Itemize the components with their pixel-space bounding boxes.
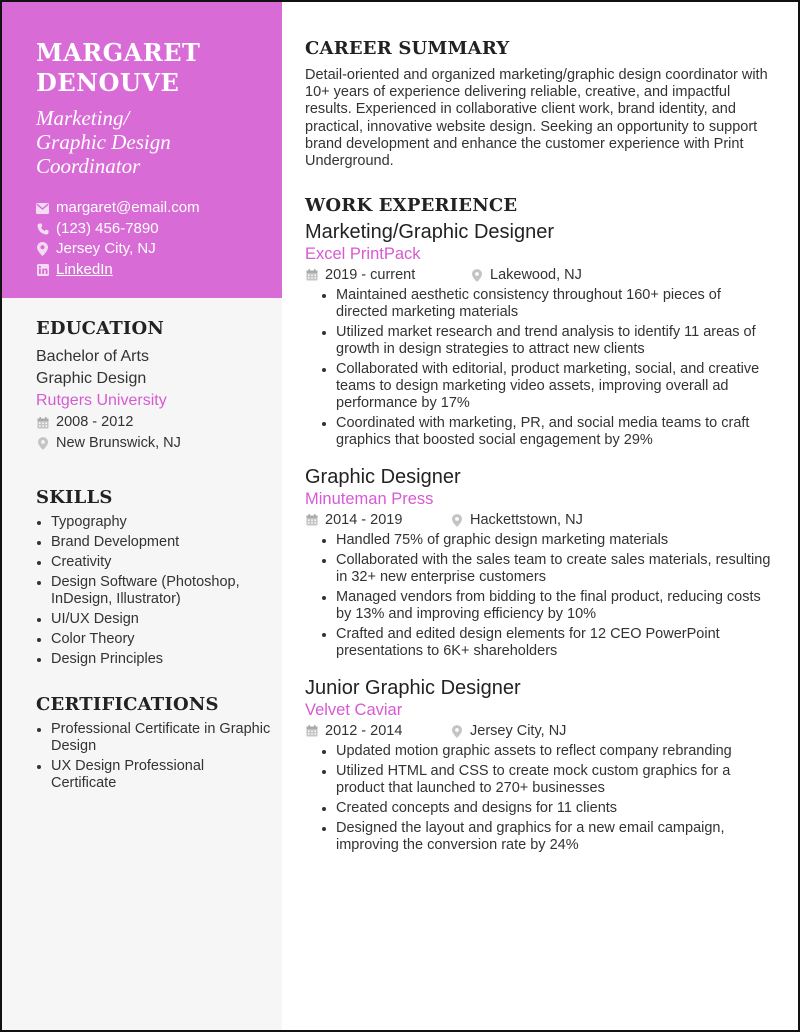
education-section — [36, 318, 272, 454]
education-location-row — [36, 433, 272, 454]
candidate-role — [36, 106, 248, 178]
map-pin-icon — [450, 725, 463, 738]
job-dates: 2019 - current — [325, 267, 416, 284]
name-line-1: MARGARET — [36, 38, 201, 67]
job-meta — [305, 721, 775, 741]
certification-item: Professional Certificate in Graphic Design — [36, 721, 272, 755]
skill-item: Typography — [36, 514, 272, 531]
job-bullet: Updated motion graphic assets to reflect company rebranding — [321, 743, 775, 760]
map-pin-icon — [36, 437, 49, 450]
skill-item: Creativity — [36, 554, 272, 571]
education-dates-row — [36, 412, 272, 433]
education-location: New Brunswick, NJ — [56, 435, 181, 451]
job-entry — [305, 220, 775, 449]
calendar-icon — [36, 416, 49, 429]
linkedin-icon — [36, 263, 49, 276]
job-bullet: Created concepts and designs for 11 clients — [321, 800, 775, 817]
job-location-row — [470, 265, 582, 285]
certifications-section — [36, 694, 272, 792]
skills-section — [36, 487, 272, 668]
job-dates-row — [305, 510, 450, 530]
map-pin-icon — [36, 243, 49, 256]
skill-item: Color Theory — [36, 631, 272, 648]
role-line-2: Graphic Design — [36, 130, 171, 154]
job-company: Velvet Caviar — [305, 701, 403, 720]
contact-list — [36, 198, 248, 280]
header-block — [2, 2, 282, 298]
job-bullet: Collaborated with the sales team to create sales materials, resulting in 32+ new enterprise customers — [321, 552, 775, 586]
job-entry — [305, 465, 775, 660]
job-title: Junior Graphic Designer — [305, 677, 521, 700]
education-field: Graphic Design — [36, 370, 147, 387]
skill-item: UI/UX Design — [36, 611, 272, 628]
summary-text: Detail-oriented and organized marketing/graphic design coordinator with 10+ years of experience delivering reliable, creative, and impactful results. Experienced in collaborative client work, brand identity, and practical, innovative website design. Seeking an opportunity to support brand development and enhance the customer experience with Print Underground. — [305, 67, 768, 170]
job-bullet: Utilized market research and trend analysis to identify 11 areas of growth in design strategies to attract new clients — [321, 324, 775, 358]
email-text[interactable]: margaret@email.com — [56, 199, 200, 216]
job-company: Excel PrintPack — [305, 245, 421, 264]
job-title: Graphic Designer — [305, 466, 461, 489]
map-pin-icon — [450, 514, 463, 527]
summary-title: CAREER SUMMARY — [305, 38, 510, 59]
skill-item: Design Principles — [36, 651, 272, 668]
main-column — [305, 38, 775, 857]
contact-linkedin[interactable] — [36, 260, 248, 281]
job-bullet: Maintained aesthetic consistency throughout 160+ pieces of directed marketing materials — [321, 287, 775, 321]
linkedin-link[interactable]: LinkedIn — [56, 260, 113, 278]
candidate-name — [36, 38, 248, 98]
skills-title: SKILLS — [36, 487, 113, 508]
job-title: Marketing/Graphic Designer — [305, 221, 554, 244]
role-line-1: Marketing/ — [36, 106, 130, 130]
education-school: Rutgers University — [36, 392, 167, 409]
job-bullets — [321, 532, 775, 660]
job-location: Lakewood, NJ — [490, 267, 582, 284]
education-degree: Bachelor of Arts — [36, 348, 149, 365]
job-dates: 2012 - 2014 — [325, 723, 403, 740]
role-line-3: Coordinator — [36, 154, 141, 178]
experience-title: WORK EXPERIENCE — [305, 195, 518, 217]
job-bullets — [321, 743, 775, 854]
skill-item: Brand Development — [36, 534, 272, 551]
job-bullet: Coordinated with marketing, PR, and social media teams to craft graphics that boosted social engagement by 29% — [321, 415, 775, 449]
sidebar-content — [36, 318, 272, 795]
name-line-2: DENOUVE — [36, 68, 180, 97]
experience-section — [305, 195, 775, 854]
job-bullet: Crafted and edited design elements for 12 CEO PowerPoint presentations to 6K+ shareholders — [321, 626, 775, 660]
job-bullet: Designed the layout and graphics for a new email campaign, improving the conversion rate by 24% — [321, 820, 775, 854]
sidebar — [2, 2, 282, 1032]
education-title: EDUCATION — [36, 318, 165, 339]
contact-email[interactable] — [36, 198, 248, 219]
contact-phone[interactable] — [36, 219, 248, 240]
job-location-row — [450, 510, 583, 530]
job-location-row — [450, 721, 566, 741]
location-text: Jersey City, NJ — [56, 240, 156, 257]
envelope-icon — [36, 202, 49, 215]
skill-item: Design Software (Photoshop, InDesign, Illustrator) — [36, 574, 272, 608]
phone-icon — [36, 222, 49, 235]
job-dates-row — [305, 265, 470, 285]
job-bullet: Collaborated with editorial, product marketing, social, and creative teams to design marketing video assets, improving overall ad performance by 17% — [321, 361, 775, 412]
job-location: Hackettstown, NJ — [470, 512, 583, 529]
skills-list — [36, 514, 272, 668]
calendar-icon — [305, 269, 318, 282]
certification-item: UX Design Professional Certificate — [36, 758, 272, 792]
calendar-icon — [305, 514, 318, 527]
job-bullet: Handled 75% of graphic design marketing materials — [321, 532, 775, 549]
job-entry — [305, 676, 775, 854]
calendar-icon — [305, 725, 318, 738]
job-bullets — [321, 287, 775, 449]
job-company: Minuteman Press — [305, 490, 434, 509]
job-meta — [305, 265, 775, 285]
job-bullet: Utilized HTML and CSS to create mock custom graphics for a product that launched to 270+ businesses — [321, 763, 775, 797]
contact-location — [36, 239, 248, 260]
phone-text: (123) 456-7890 — [56, 219, 159, 237]
job-dates: 2014 - 2019 — [325, 512, 403, 529]
certifications-title: CERTIFICATIONS — [36, 694, 219, 715]
summary-section — [305, 38, 775, 170]
map-pin-icon — [470, 269, 483, 282]
job-bullet: Managed vendors from bidding to the final product, reducing costs by 13% and improving efficiency by 10% — [321, 589, 775, 623]
job-meta — [305, 510, 775, 530]
education-dates: 2008 - 2012 — [56, 414, 134, 430]
job-location: Jersey City, NJ — [470, 723, 567, 740]
certifications-list — [36, 721, 272, 792]
job-dates-row — [305, 721, 450, 741]
